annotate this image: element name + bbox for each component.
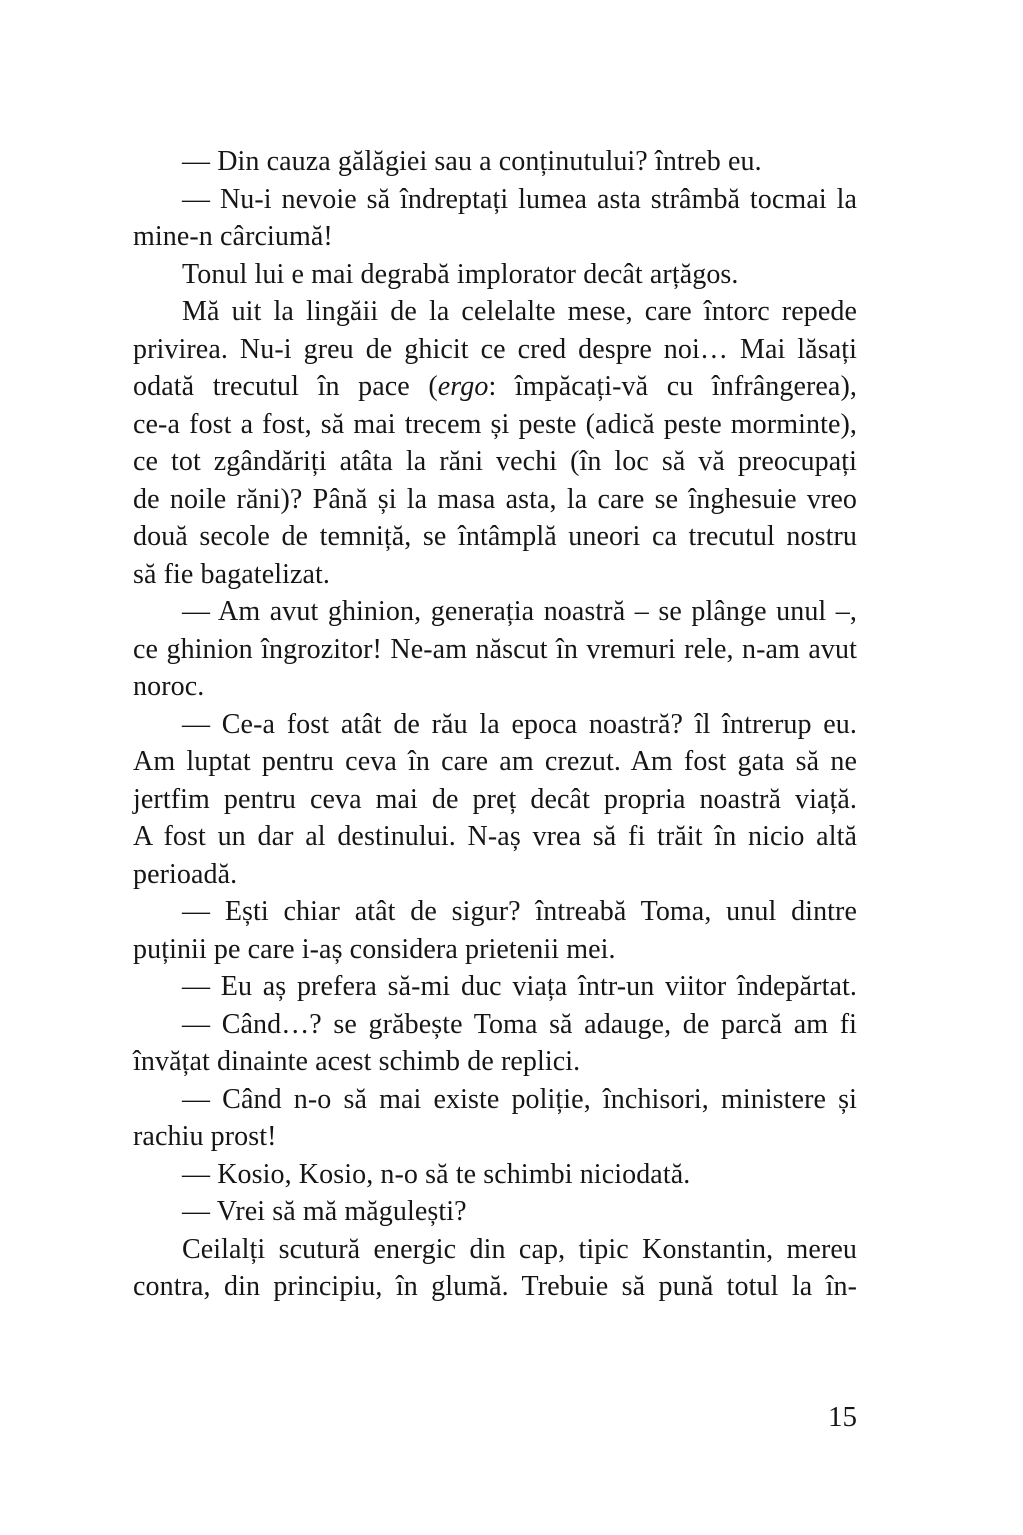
text-line [133, 781, 857, 819]
text-line [133, 1193, 857, 1231]
text-line [133, 368, 857, 406]
text-line [133, 518, 857, 556]
text-line [133, 218, 857, 256]
page-text-block [133, 143, 857, 1306]
text-segment: jertfim pentru ceva mai de preț decât propria noastră viață. [133, 783, 857, 815]
text-segment: ce-a fost a fost, să mai trecem și peste (adică peste morminte), [133, 408, 857, 440]
text-line [133, 406, 857, 444]
text-segment: perioadă. [133, 858, 238, 890]
page-number: 15 [828, 1401, 857, 1433]
text-line [133, 931, 857, 969]
text-line [133, 1081, 857, 1119]
text-segment: — Kosio, Kosio, n-o să te schimbi niciodată. [182, 1158, 691, 1190]
text-line [133, 1268, 857, 1306]
text-line [133, 1231, 857, 1269]
text-segment: — Nu-i nevoie să îndreptați lumea asta strâmbă tocmai la [182, 183, 857, 215]
text-segment: două secole de temniță, se întâmplă uneori ca trecutul nostru [133, 521, 857, 552]
text-segment: — Din cauza gălăgiei sau a conținutului? întreb eu. [182, 146, 762, 177]
text-segment: să fie bagatelizat. [133, 558, 331, 590]
text-segment: — Ești chiar atât de sigur? întreabă Toma, unul dintre [182, 896, 857, 927]
text-segment: de noile răni)? Până și la masa asta, la care se înghesuie vreo [133, 483, 857, 515]
text-line [133, 668, 857, 706]
text-segment: — Când n-o să mai existe poliție, închisori, ministere și [182, 1083, 857, 1115]
text-segment: ce ghinion îngrozitor! Ne-am născut în vremuri rele, n-am avut [133, 633, 857, 665]
text-line [133, 1118, 857, 1156]
text-segment: — Ce-a fost atât de rău la epoca noastră? îl întrerup eu. [182, 708, 857, 740]
text-segment: — Am avut ghinion, generația noastră – se plânge unul –, [182, 596, 857, 627]
text-segment: : împăcați-vă cu înfrângerea), [488, 371, 857, 402]
text-segment: mine-n cârciumă! [133, 221, 333, 252]
text-segment-italic: ergo [437, 371, 489, 402]
text-line [133, 743, 857, 781]
text-segment: — Când…? se grăbește Toma să adauge, de parcă am fi [182, 1008, 857, 1040]
text-segment: — Vrei să mă măgulești? [182, 1196, 467, 1227]
text-segment: învățat dinainte acest schimb de replici. [133, 1046, 581, 1077]
text-line [133, 181, 857, 219]
text-line [133, 331, 857, 369]
text-segment: A fost un dar al destinului. N-aș vrea să fi trăit în nicio altă [133, 821, 857, 852]
text-segment: puținii pe care i-aș considera prietenii mei. [133, 933, 616, 965]
text-segment: Am luptat pentru ceva în care am crezut. Am fost gata să ne [133, 746, 857, 777]
text-segment: Tonul lui e mai degrabă implorator decât arțăgos. [182, 258, 739, 290]
text-line [133, 893, 857, 931]
text-line [133, 443, 857, 481]
text-line [133, 1006, 857, 1044]
text-line [133, 631, 857, 669]
text-line [133, 856, 857, 894]
text-line [133, 481, 857, 519]
text-line [133, 1156, 857, 1194]
text-line [133, 556, 857, 594]
text-line [133, 143, 857, 181]
text-line [133, 293, 857, 331]
text-segment: noroc. [133, 671, 205, 702]
text-line [133, 1043, 857, 1081]
text-line [133, 968, 857, 1006]
text-segment: rachiu prost! [133, 1121, 277, 1152]
text-line [133, 818, 857, 856]
text-segment: Ceilalți scutură energic din cap, tipic Konstantin, mereu [182, 1233, 857, 1265]
text-segment: — Eu aș prefera să-mi duc viața într-un viitor îndepărtat. [182, 971, 857, 1002]
text-line [133, 593, 857, 631]
text-segment: odată trecutul în pace ( [133, 371, 438, 402]
text-line [133, 256, 857, 294]
text-segment: Mă uit la lingăii de la celelalte mese, care întorc repede [182, 296, 857, 327]
text-segment: contra, din principiu, în glumă. Trebuie să pună totul la în- [133, 1271, 857, 1302]
text-segment: privirea. Nu-i greu de ghicit ce cred despre noi… Mai lăsați [133, 333, 857, 365]
text-segment: ce tot zgândăriți atâta la răni vechi (în loc să vă preocupați [133, 446, 857, 477]
text-line [133, 706, 857, 744]
